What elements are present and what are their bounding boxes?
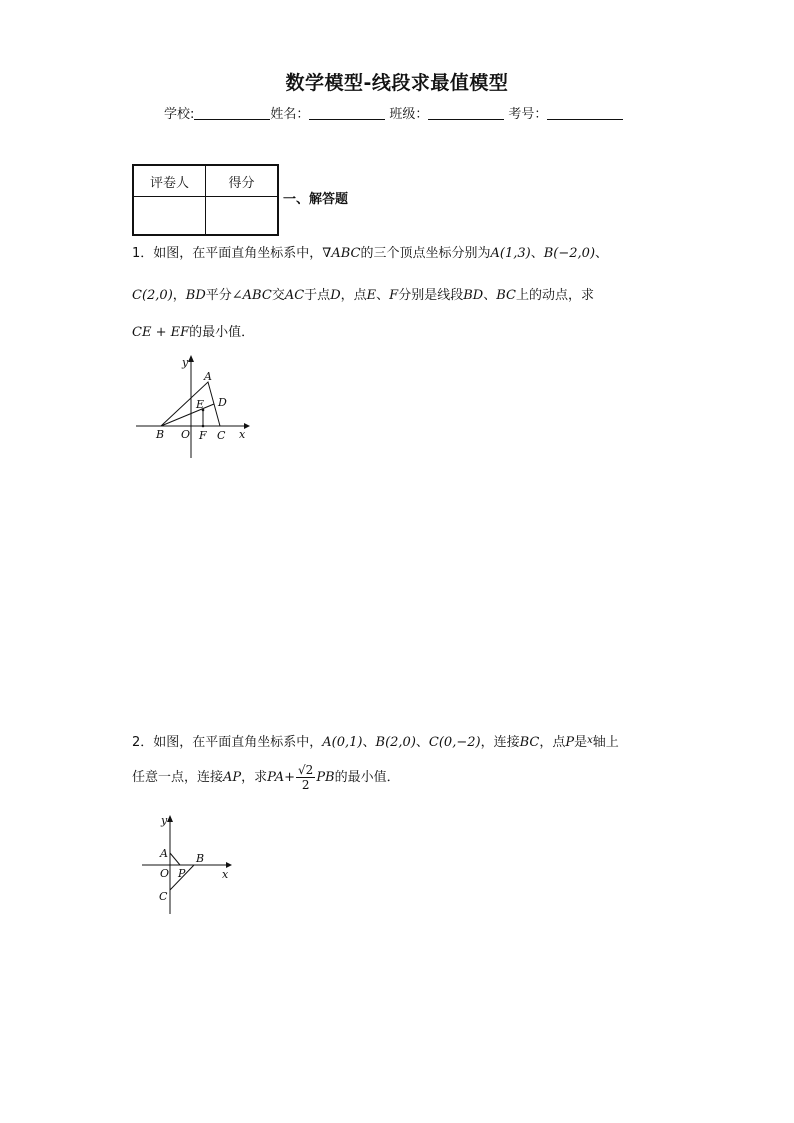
q2-axis-x: x [587,735,593,746]
q1-point-f: F [389,288,399,303]
label-o: O [181,428,191,441]
q1-segment-bc: BC [496,288,516,303]
q1-line-1 [132,242,608,261]
q1-text: 、 [483,288,497,303]
grader-header: 评卷人 [133,165,206,197]
q2-text: 任意一点，连接 [132,770,224,785]
q1-expression: CE + EF [132,325,190,340]
q2-text: 轴上 [592,735,619,750]
q2-point-p: P [565,735,575,750]
q1-point-c: C(2,0) [132,288,173,303]
q2-point-b: B(2,0) [375,735,416,750]
score-table [132,164,279,236]
score-header: 得分 [206,165,279,197]
label-c: C [217,429,226,442]
q1-text: 的最小值． [189,325,255,340]
q2-text: ，求 [241,770,268,785]
id-label: 考号： [508,107,548,122]
q1-text: 、 [376,288,390,303]
student-info-line [164,103,623,122]
q2-segment-ap: AP [223,770,242,785]
q2-sep: 、 [415,735,429,750]
name-label: 姓名： [270,107,310,122]
q2-segment-bc: BC [519,735,540,750]
q1-segment-bd: BD [463,288,484,303]
label-c: C [159,890,168,903]
q1-angle: ∠ABC [231,288,272,303]
label-x: x [222,868,229,881]
q1-text: ，点 [340,288,367,303]
label-f: F [199,429,207,442]
point-f-dot [202,425,205,428]
q2-text: 的最小值． [334,770,400,785]
q1-text: 于点 [304,288,331,303]
q1-segment-ac: AC [284,288,305,303]
q1-text: 上的动点，求 [515,288,594,303]
q2-line-1 [132,731,619,750]
page-title: 数学模型-线段求最值模型 [285,72,509,94]
name-field[interactable] [309,105,385,120]
q2-text: ，点 [539,735,566,750]
q2-plus: + [284,770,296,785]
q2-segment-pb: PB [316,770,335,785]
segment-bd [161,404,214,426]
q2-text: 是 [574,735,588,750]
label-y: y [161,814,168,827]
q1-point-a: A(1,3) [490,246,531,261]
y-axis-arrow-icon [188,355,194,362]
label-e: E [196,398,205,411]
q1-line-3 [132,321,254,340]
q2-fraction [296,763,315,792]
q1-sep: 、 [595,246,609,261]
q2-point-c: C(0,−2) [428,735,481,750]
q2-text: ，连接 [480,735,520,750]
q1-point-d: D [330,288,341,303]
label-b: B [196,852,205,865]
label-p: P [178,867,186,880]
q1-text: 分别是线段 [398,288,464,303]
q1-triangle: ∇ABC [322,246,361,261]
school-field[interactable] [194,105,270,120]
q2-sep: 、 [362,735,376,750]
label-a: A [160,847,168,860]
q1-point-b: B(−2,0) [543,246,596,261]
segment-ap [170,853,180,865]
grader-cell[interactable] [133,197,206,236]
y-axis-arrow-icon [167,815,173,822]
class-field[interactable] [428,105,504,120]
score-cell[interactable] [206,197,279,236]
q1-text: ， [172,288,186,303]
class-label: 班级： [389,107,429,122]
section-heading: 一、解答题 [283,192,349,207]
label-b: B [156,428,165,441]
q1-text: 1．如图，在平面直角坐标系中， [132,246,323,261]
q2-fraction-numerator: √2 [298,763,314,777]
school-label: 学校: [164,107,195,122]
label-a: A [204,370,212,383]
label-d: D [218,396,227,409]
q1-point-e: E [366,288,377,303]
label-o: O [160,867,170,880]
q2-line-2 [132,763,400,793]
label-x: x [239,428,246,441]
q1-text: 的三个顶点坐标分别为 [360,246,491,261]
q1-figure [132,350,256,462]
q2-fraction-denominator: 2 [301,778,310,792]
q2-figure [140,810,240,920]
q1-sep: 、 [530,246,544,261]
q1-text: 交 [271,288,285,303]
q2-text: 2．如图，在平面直角坐标系中， [132,735,323,750]
q1-segment-bd: BD [185,288,206,303]
q2-point-a: A(0,1) [322,735,363,750]
q2-segment-pa: PA [267,770,285,785]
label-y: y [182,356,189,369]
q1-line-2 [132,284,594,303]
id-field[interactable] [547,105,623,120]
q1-text: 平分 [205,288,232,303]
